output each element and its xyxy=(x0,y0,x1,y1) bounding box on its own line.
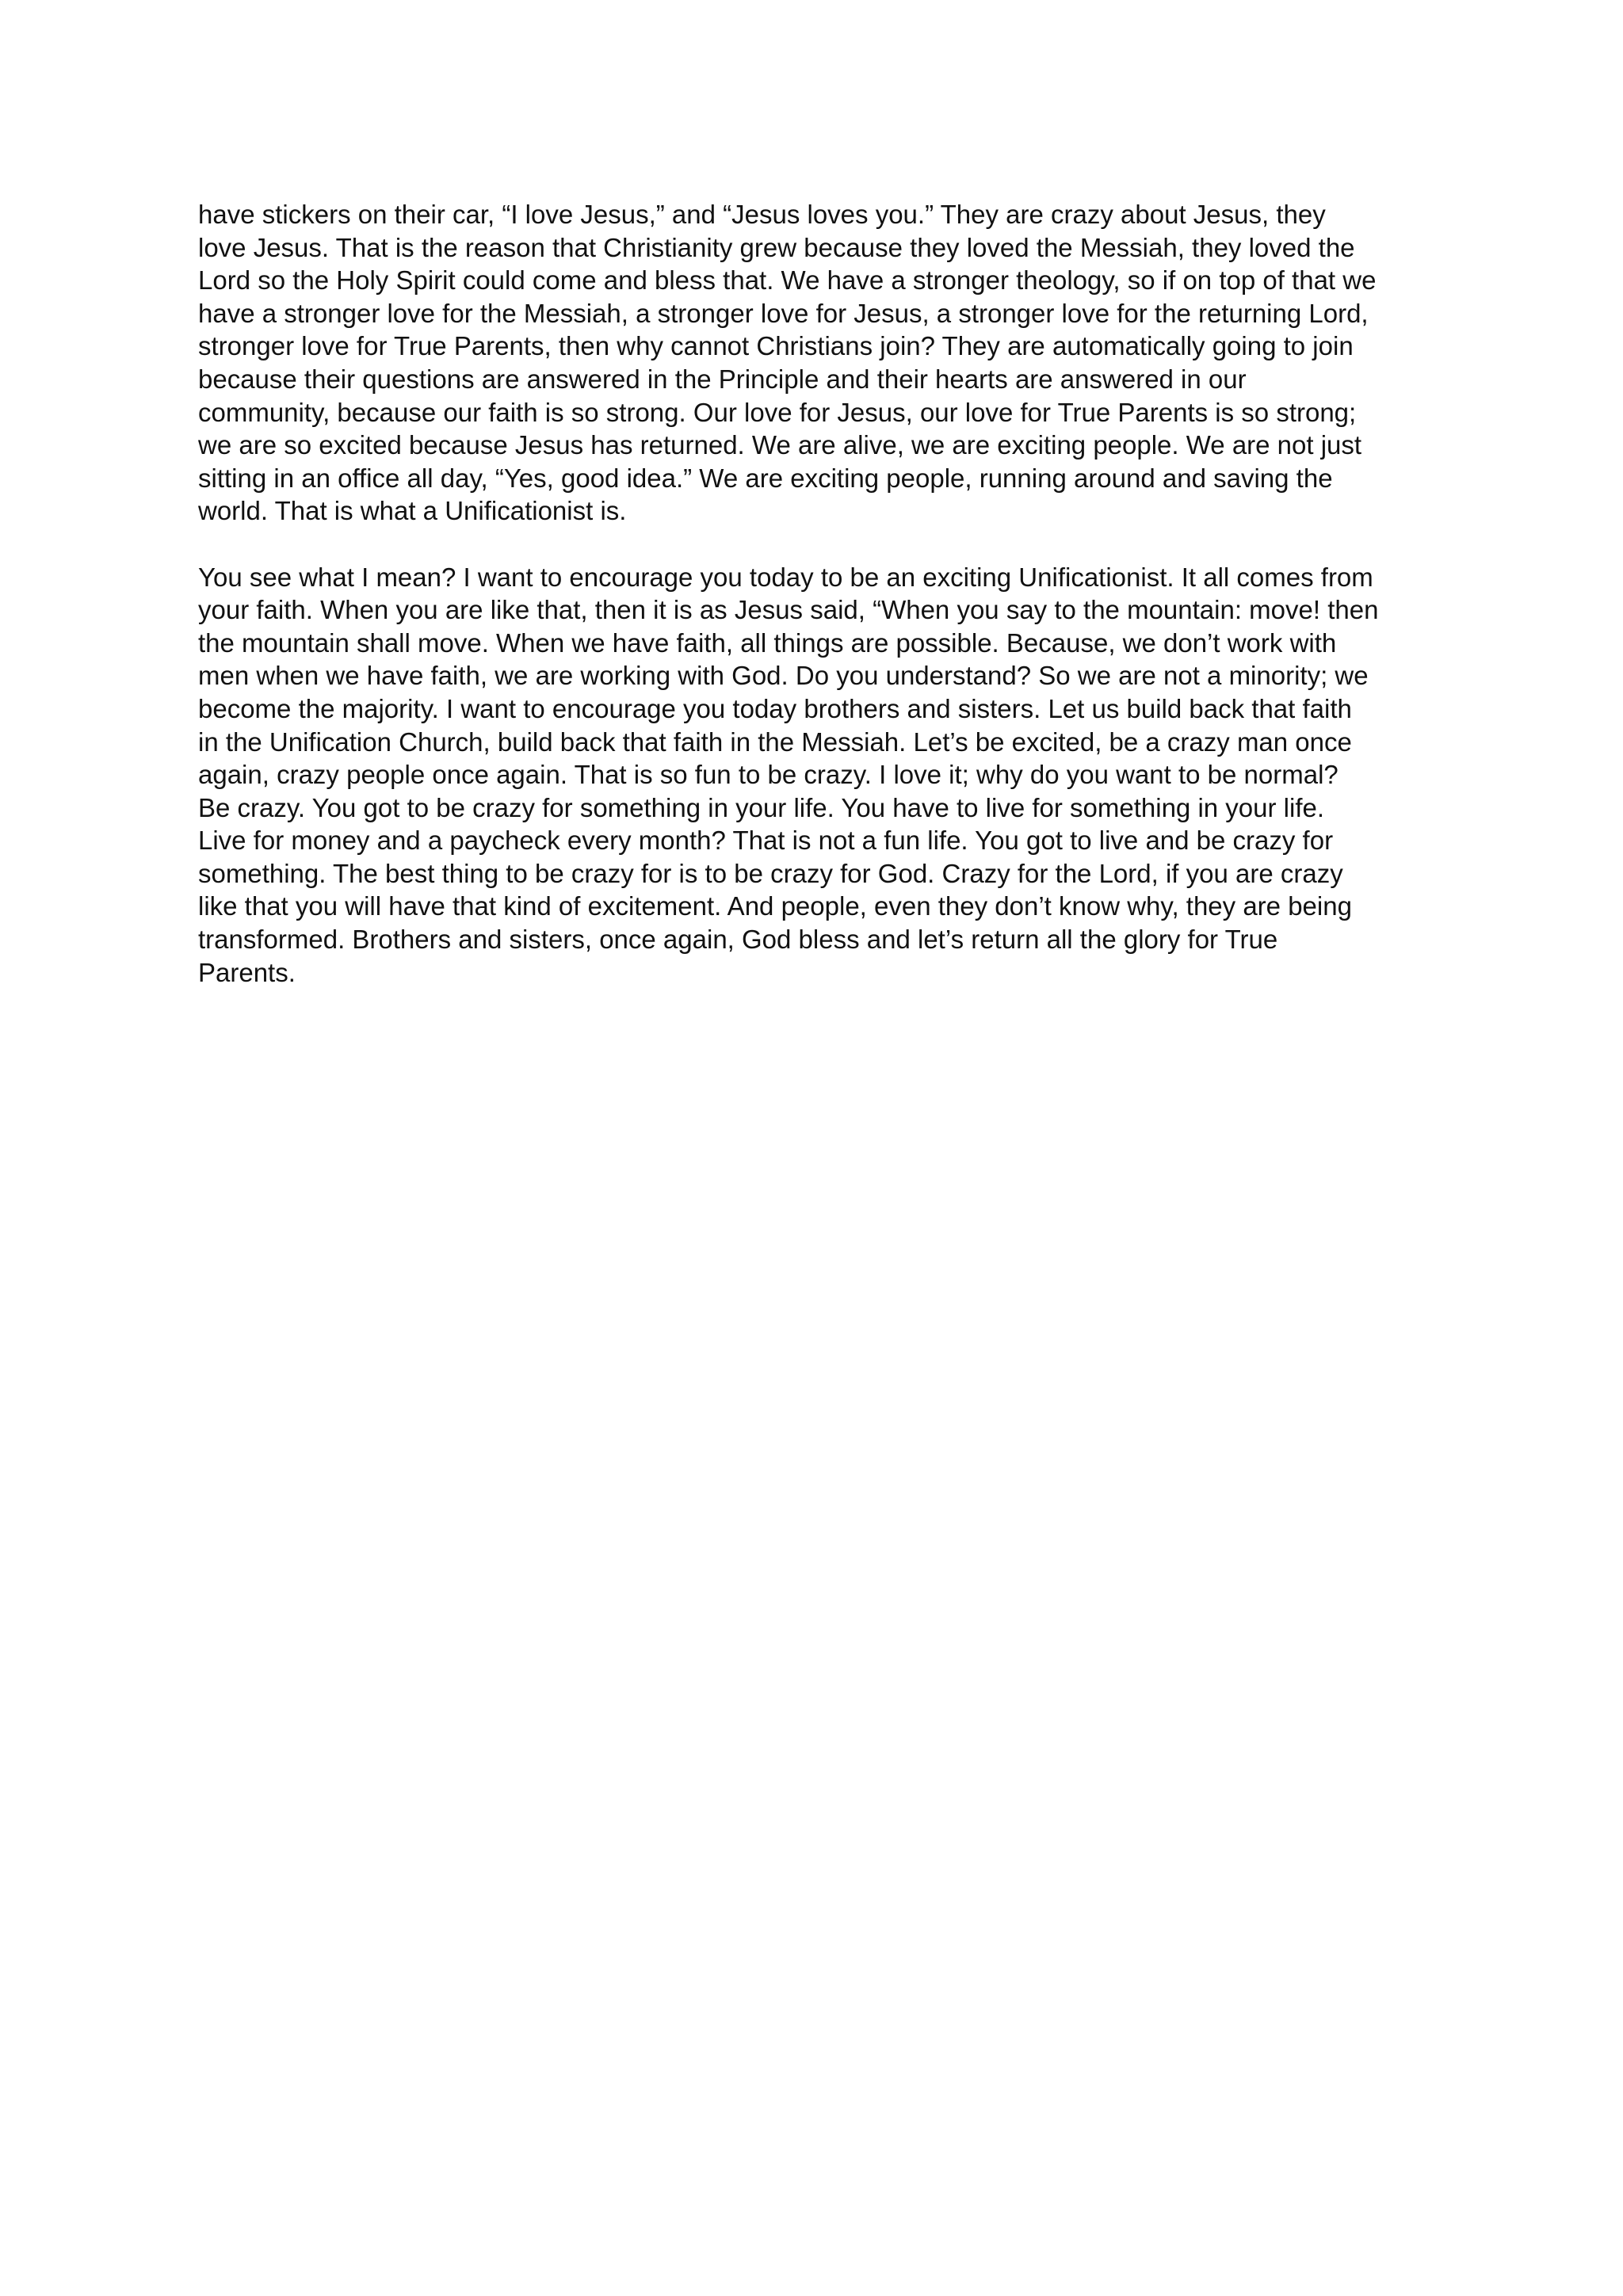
text-line: again, crazy people once again. That is so fun to be crazy. I love it; why do you want to be normal? xyxy=(198,760,1338,790)
text-line: love Jesus. That is the reason that Christianity grew because they loved the Messiah, they loved the xyxy=(198,232,1355,262)
text-line: like that you will have that kind of excitement. And people, even they don’t know why, they are being xyxy=(198,891,1352,921)
text-line: Parents. xyxy=(198,957,296,987)
paragraph-2 xyxy=(198,561,1446,990)
text-line: your faith. When you are like that, then it is as Jesus said, “When you say to the mountain: move! then xyxy=(198,595,1379,625)
text-line: community, because our faith is so strong. Our love for Jesus, our love for True Parents is so strong; xyxy=(198,397,1357,427)
text-line: become the majority. I want to encourage you today brothers and sisters. Let us build back that faith xyxy=(198,693,1352,723)
text-line: sitting in an office all day, “Yes, good idea.” We are exciting people, running around and saving the xyxy=(198,463,1333,493)
text-line: men when we have faith, we are working with God. Do you understand? So we are not a minority; we xyxy=(198,661,1369,691)
text-line: world. That is what a Unificationist is. xyxy=(198,496,627,526)
text-line: something. The best thing to be crazy for is to be crazy for God. Crazy for the Lord, if you are crazy xyxy=(198,858,1343,888)
text-line: have a stronger love for the Messiah, a stronger love for Jesus, a stronger love for the returning Lord, xyxy=(198,298,1369,328)
text-line: have stickers on their car, “I love Jesus,” and “Jesus loves you.” They are crazy about Jesus, they xyxy=(198,200,1326,229)
text-line: transformed. Brothers and sisters, once again, God bless and let’s return all the glory for True xyxy=(198,925,1278,955)
document-body xyxy=(198,198,1446,989)
text-line: Live for money and a paycheck every month? That is not a fun life. You got to live and be crazy for xyxy=(198,826,1334,856)
text-line: Lord so the Holy Spirit could come and bless that. We have a stronger theology, so if on top of that we xyxy=(198,265,1377,296)
text-line: Be crazy. You got to be crazy for something in your life. You have to live for something in your life. xyxy=(198,792,1325,822)
text-line: because their questions are answered in the Principle and their hearts are answered in our xyxy=(198,364,1247,394)
text-line: we are so excited because Jesus has returned. We are alive, we are exciting people. We are not just xyxy=(198,430,1362,460)
text-line: in the Unification Church, build back that faith in the Messiah. Let’s be excited, be a crazy man once xyxy=(198,727,1352,757)
text-line: You see what I mean? I want to encourage you today to be an exciting Unificationist. It all comes from xyxy=(198,562,1373,592)
paragraph-1 xyxy=(198,198,1446,528)
text-line: stronger love for True Parents, then why cannot Christians join? They are automatically going to join xyxy=(198,331,1354,361)
text-line: the mountain shall move. When we have faith, all things are possible. Because, we don’t work with xyxy=(198,627,1337,658)
